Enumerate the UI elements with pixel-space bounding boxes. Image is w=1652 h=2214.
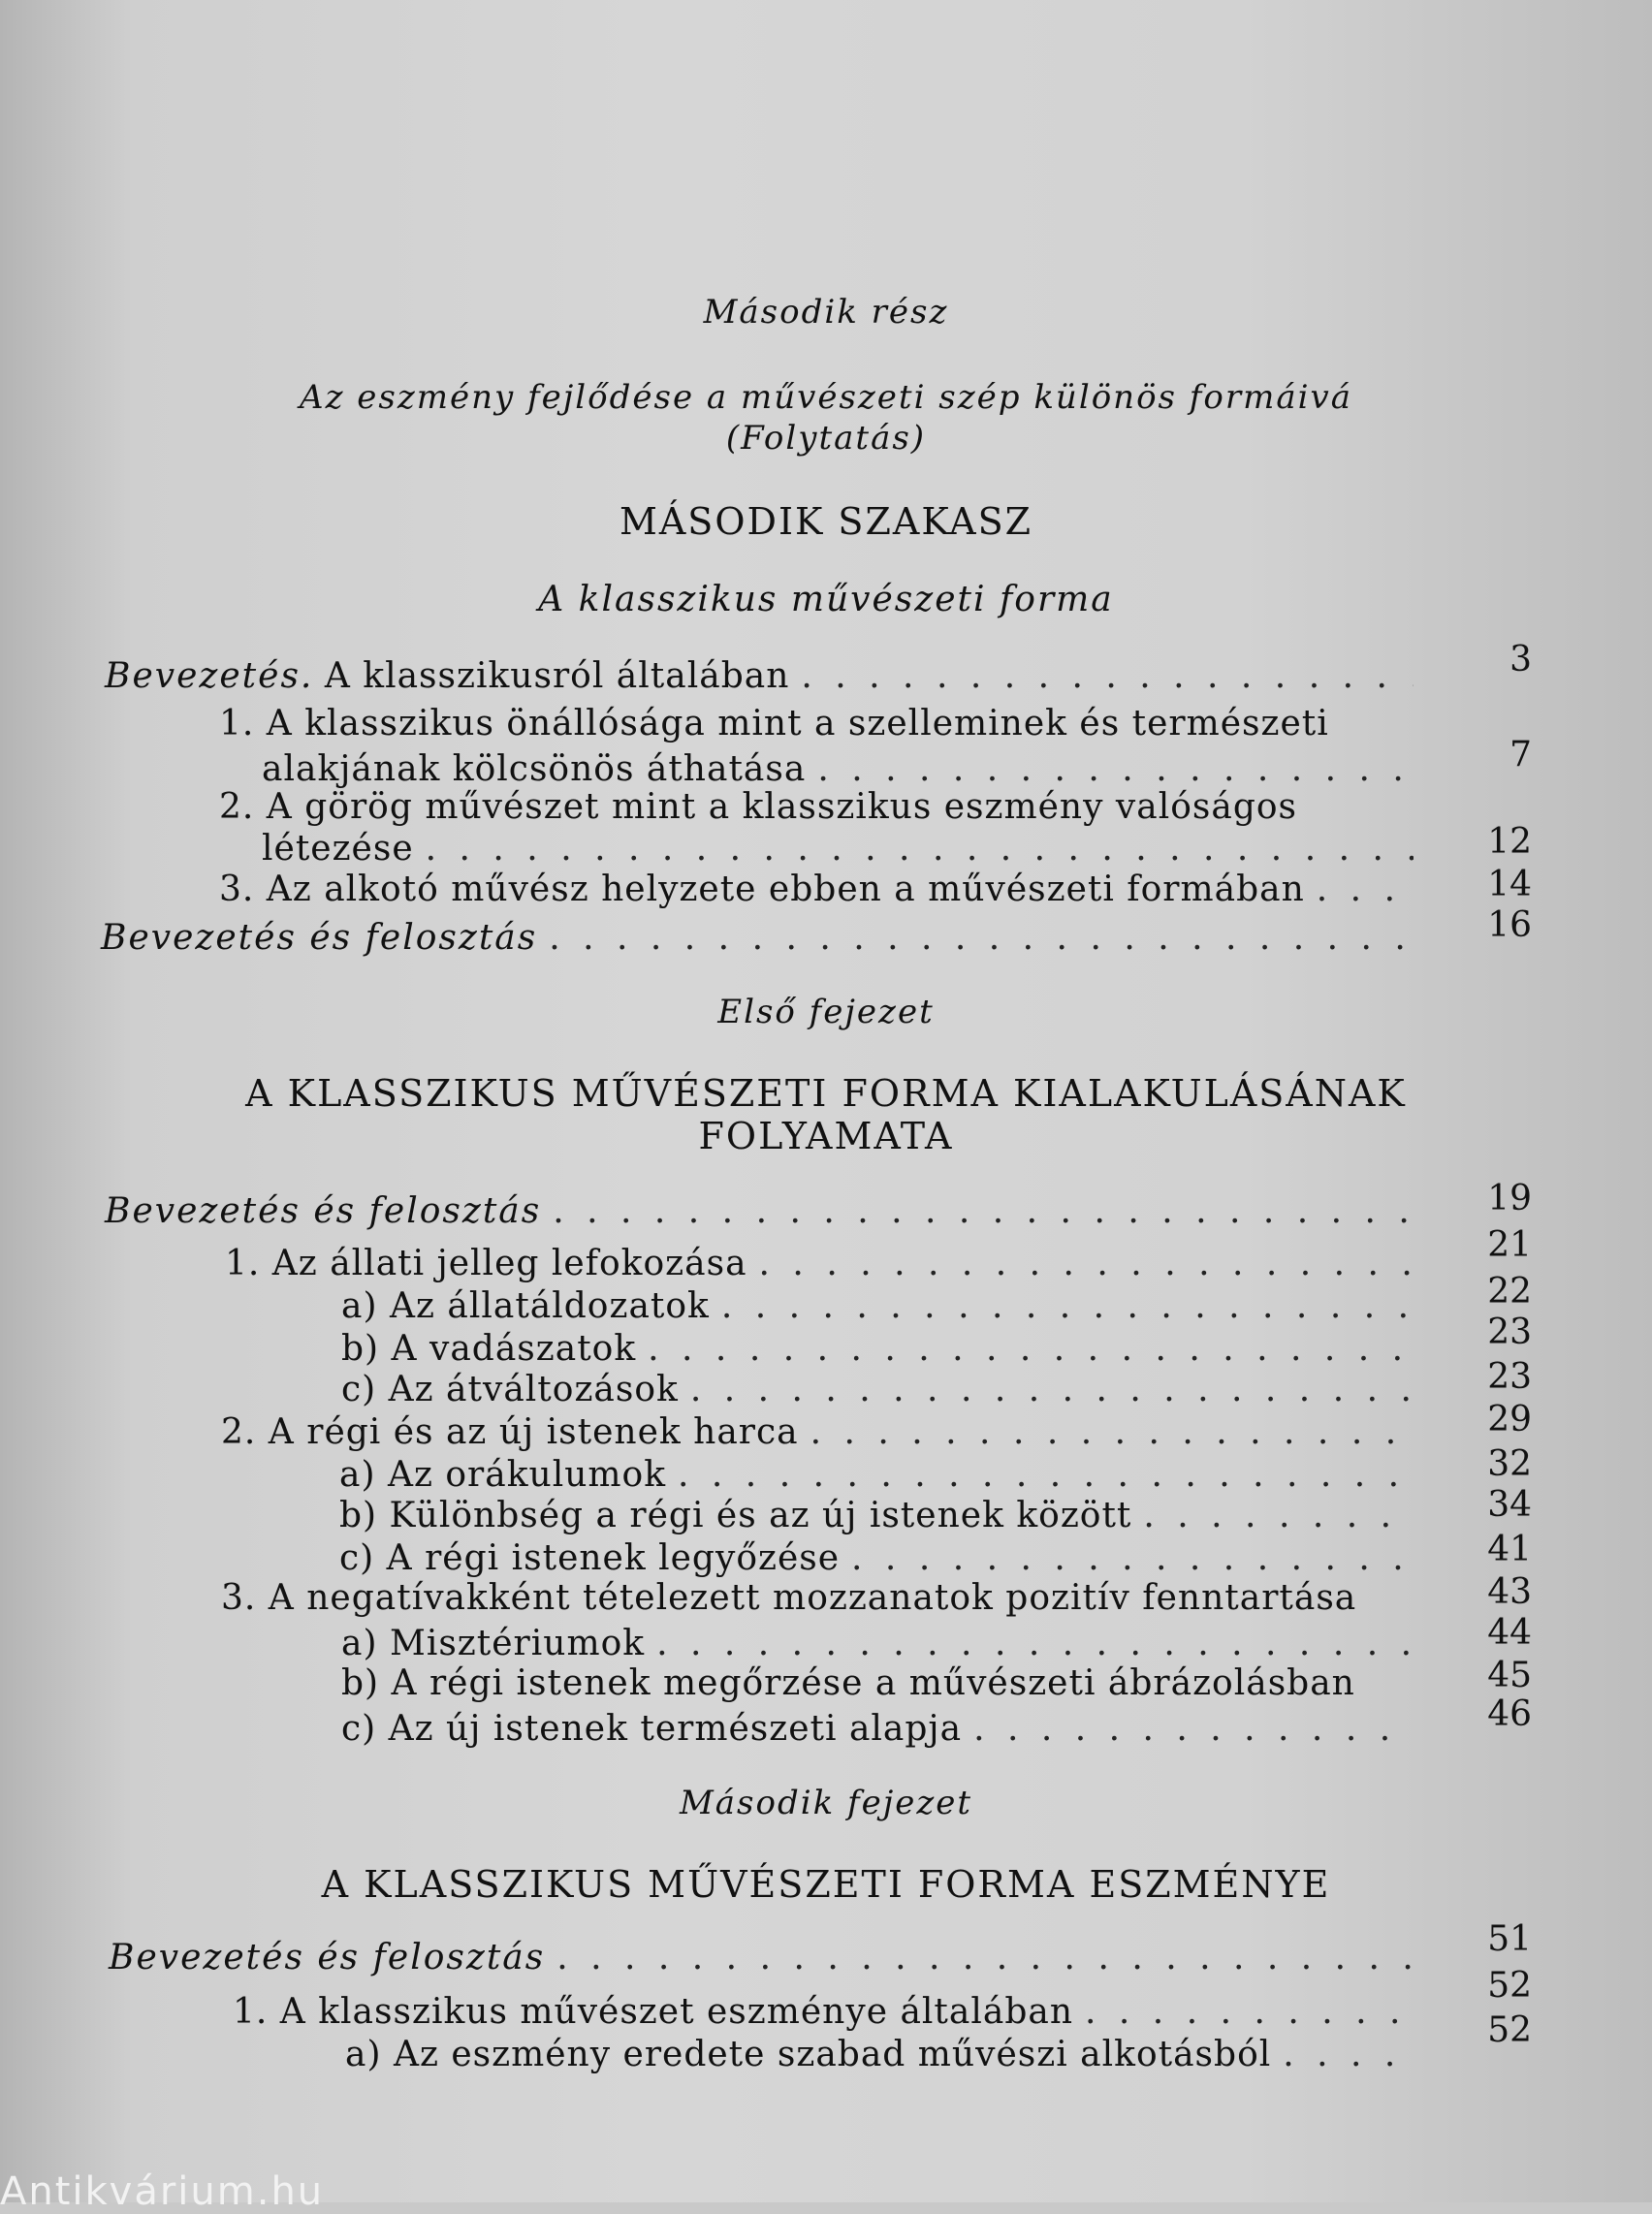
toc-entry xyxy=(221,1409,1414,1452)
page-number: 23 xyxy=(1487,1357,1532,1397)
page-number: 23 xyxy=(1487,1313,1532,1352)
toc-entry-label: Bevezetés. xyxy=(105,656,314,696)
toc-entry-text: b) Különbség a régi és az új istenek között xyxy=(339,1496,1132,1535)
toc-entry xyxy=(341,1621,1414,1663)
page-number: 44 xyxy=(1487,1613,1532,1653)
leader-dots xyxy=(678,1455,1414,1495)
toc-entry-text: 1. A klasszikus önállósága mint a szelleminek és természeti xyxy=(219,704,1329,743)
leader-dots xyxy=(1317,870,1414,909)
section-subtitle: A klasszikus művészeti forma xyxy=(538,580,1114,619)
part-title: Második rész xyxy=(703,293,949,332)
toc-entry-text: a) Az állatáldozatok xyxy=(341,1286,710,1326)
toc-entry-label: Bevezetés és felosztás xyxy=(105,1191,542,1231)
leader-dots xyxy=(1283,2035,1414,2074)
chapter-title-cont: FOLYAMATA xyxy=(698,1115,954,1157)
toc-entry xyxy=(345,2032,1414,2074)
leader-dots xyxy=(690,1370,1414,1409)
page-number: 14 xyxy=(1487,865,1532,904)
toc-entry xyxy=(341,1326,1414,1369)
page-number: 52 xyxy=(1487,2010,1532,2050)
toc-entry-text: c) A régi istenek legyőzése xyxy=(339,1538,841,1578)
leader-dots xyxy=(801,656,1414,696)
toc-entry-text: a) Az orákulumok xyxy=(339,1455,667,1495)
watermark-text: Antikvárium.hu xyxy=(0,2169,325,2214)
page-number: 16 xyxy=(1487,905,1532,945)
page-number: 32 xyxy=(1487,1444,1532,1484)
page-number: 46 xyxy=(1487,1694,1532,1734)
toc-entry-label: Bevezetés és felosztás xyxy=(109,1938,546,1977)
toc-entry-text: A klasszikusról általában xyxy=(324,656,790,696)
toc-entry-text: létezése xyxy=(262,829,414,869)
page-number: 34 xyxy=(1487,1485,1532,1525)
toc-entry xyxy=(339,1452,1414,1495)
toc-entry xyxy=(233,1989,1414,2032)
toc-entry xyxy=(341,1283,1414,1326)
leader-dots xyxy=(553,1191,1414,1231)
toc-entry-text: c) Az új istenek természeti alapja xyxy=(341,1709,963,1749)
toc-entry xyxy=(219,867,1414,909)
chapter-title: A KLASSZIKUS MŰVÉSZETI FORMA ESZMÉNYE xyxy=(321,1863,1331,1906)
toc-entry xyxy=(339,1493,1414,1535)
page-number: 7 xyxy=(1509,735,1532,775)
page-number: 3 xyxy=(1509,640,1532,680)
leader-dots xyxy=(817,749,1414,789)
toc-entry-text: 2. A görög művészet mint a klasszikus eszmény valóságos xyxy=(219,787,1298,827)
toc-entry-text: alakjának kölcsönös áthatása xyxy=(262,749,807,789)
toc-entry-text: 1. A klasszikus művészet eszménye általában xyxy=(233,1992,1074,2032)
toc-entry xyxy=(101,915,1414,958)
page-number: 52 xyxy=(1487,1966,1532,2006)
leader-dots xyxy=(810,1412,1414,1452)
toc-entry-text: 3. A negatívakként tételezett mozzanatok pozitív fenntartása xyxy=(221,1578,1357,1618)
toc-entry-text: a) Misztériumok xyxy=(341,1624,646,1663)
page-number: 41 xyxy=(1487,1530,1532,1569)
toc-entry-text: c) Az átváltozások xyxy=(341,1370,679,1409)
page-number: 19 xyxy=(1487,1179,1532,1218)
toc-entry-text: b) A vadászatok xyxy=(341,1329,637,1369)
page-number: 21 xyxy=(1487,1225,1532,1265)
page-number: 45 xyxy=(1487,1656,1532,1695)
leader-dots xyxy=(426,829,1414,869)
page-number: 43 xyxy=(1487,1572,1532,1612)
page-number: 29 xyxy=(1487,1400,1532,1439)
chapter-label: Második fejezet xyxy=(679,1784,973,1822)
part-subtitle-note: (Folytatás) xyxy=(725,419,927,458)
leader-dots xyxy=(556,1938,1414,1977)
toc-entry-text: 2. A régi és az új istenek harca xyxy=(221,1412,799,1452)
page-number: 51 xyxy=(1487,1919,1532,1959)
leader-dots xyxy=(1143,1496,1414,1535)
toc-entry-text: a) Az eszmény eredete szabad művészi alkotásból xyxy=(345,2035,1272,2074)
toc-entry xyxy=(109,1935,1414,1977)
leader-dots xyxy=(973,1709,1414,1749)
leader-dots xyxy=(721,1286,1414,1326)
chapter-label: Első fejezet xyxy=(717,993,935,1031)
leader-dots xyxy=(648,1329,1414,1369)
toc-entry-label: Bevezetés és felosztás xyxy=(101,918,538,958)
leader-dots xyxy=(549,918,1414,958)
toc-entry-text: 3. Az alkotó művész helyzete ebben a művészeti formában xyxy=(219,870,1305,909)
toc-entry xyxy=(341,1367,1414,1409)
toc-entry-text: 1. Az állati jelleg lefokozása xyxy=(225,1244,747,1283)
toc-entry xyxy=(341,1706,1414,1749)
leader-dots xyxy=(1085,1992,1414,2032)
page-number: 12 xyxy=(1487,822,1532,862)
leader-dots xyxy=(851,1538,1414,1578)
chapter-title: A KLASSZIKUS MŰVÉSZETI FORMA KIALAKULÁSÁNAK xyxy=(245,1072,1407,1115)
toc-entry xyxy=(262,746,1414,789)
toc-entry xyxy=(262,826,1414,869)
toc-entry xyxy=(105,653,1414,696)
leader-dots xyxy=(656,1624,1414,1663)
toc-entry xyxy=(105,1188,1414,1231)
section-title: MÁSODIK SZAKASZ xyxy=(619,500,1033,543)
leader-dots xyxy=(759,1244,1414,1283)
part-subtitle: Az eszmény fejlődése a művészeti szép különös formáivá xyxy=(300,378,1352,417)
toc-entry-text: b) A régi istenek megőrzése a művészeti ábrázolásban xyxy=(341,1663,1355,1703)
page-number: 22 xyxy=(1487,1272,1532,1312)
toc-entry xyxy=(339,1535,1414,1578)
toc-entry xyxy=(225,1241,1414,1283)
